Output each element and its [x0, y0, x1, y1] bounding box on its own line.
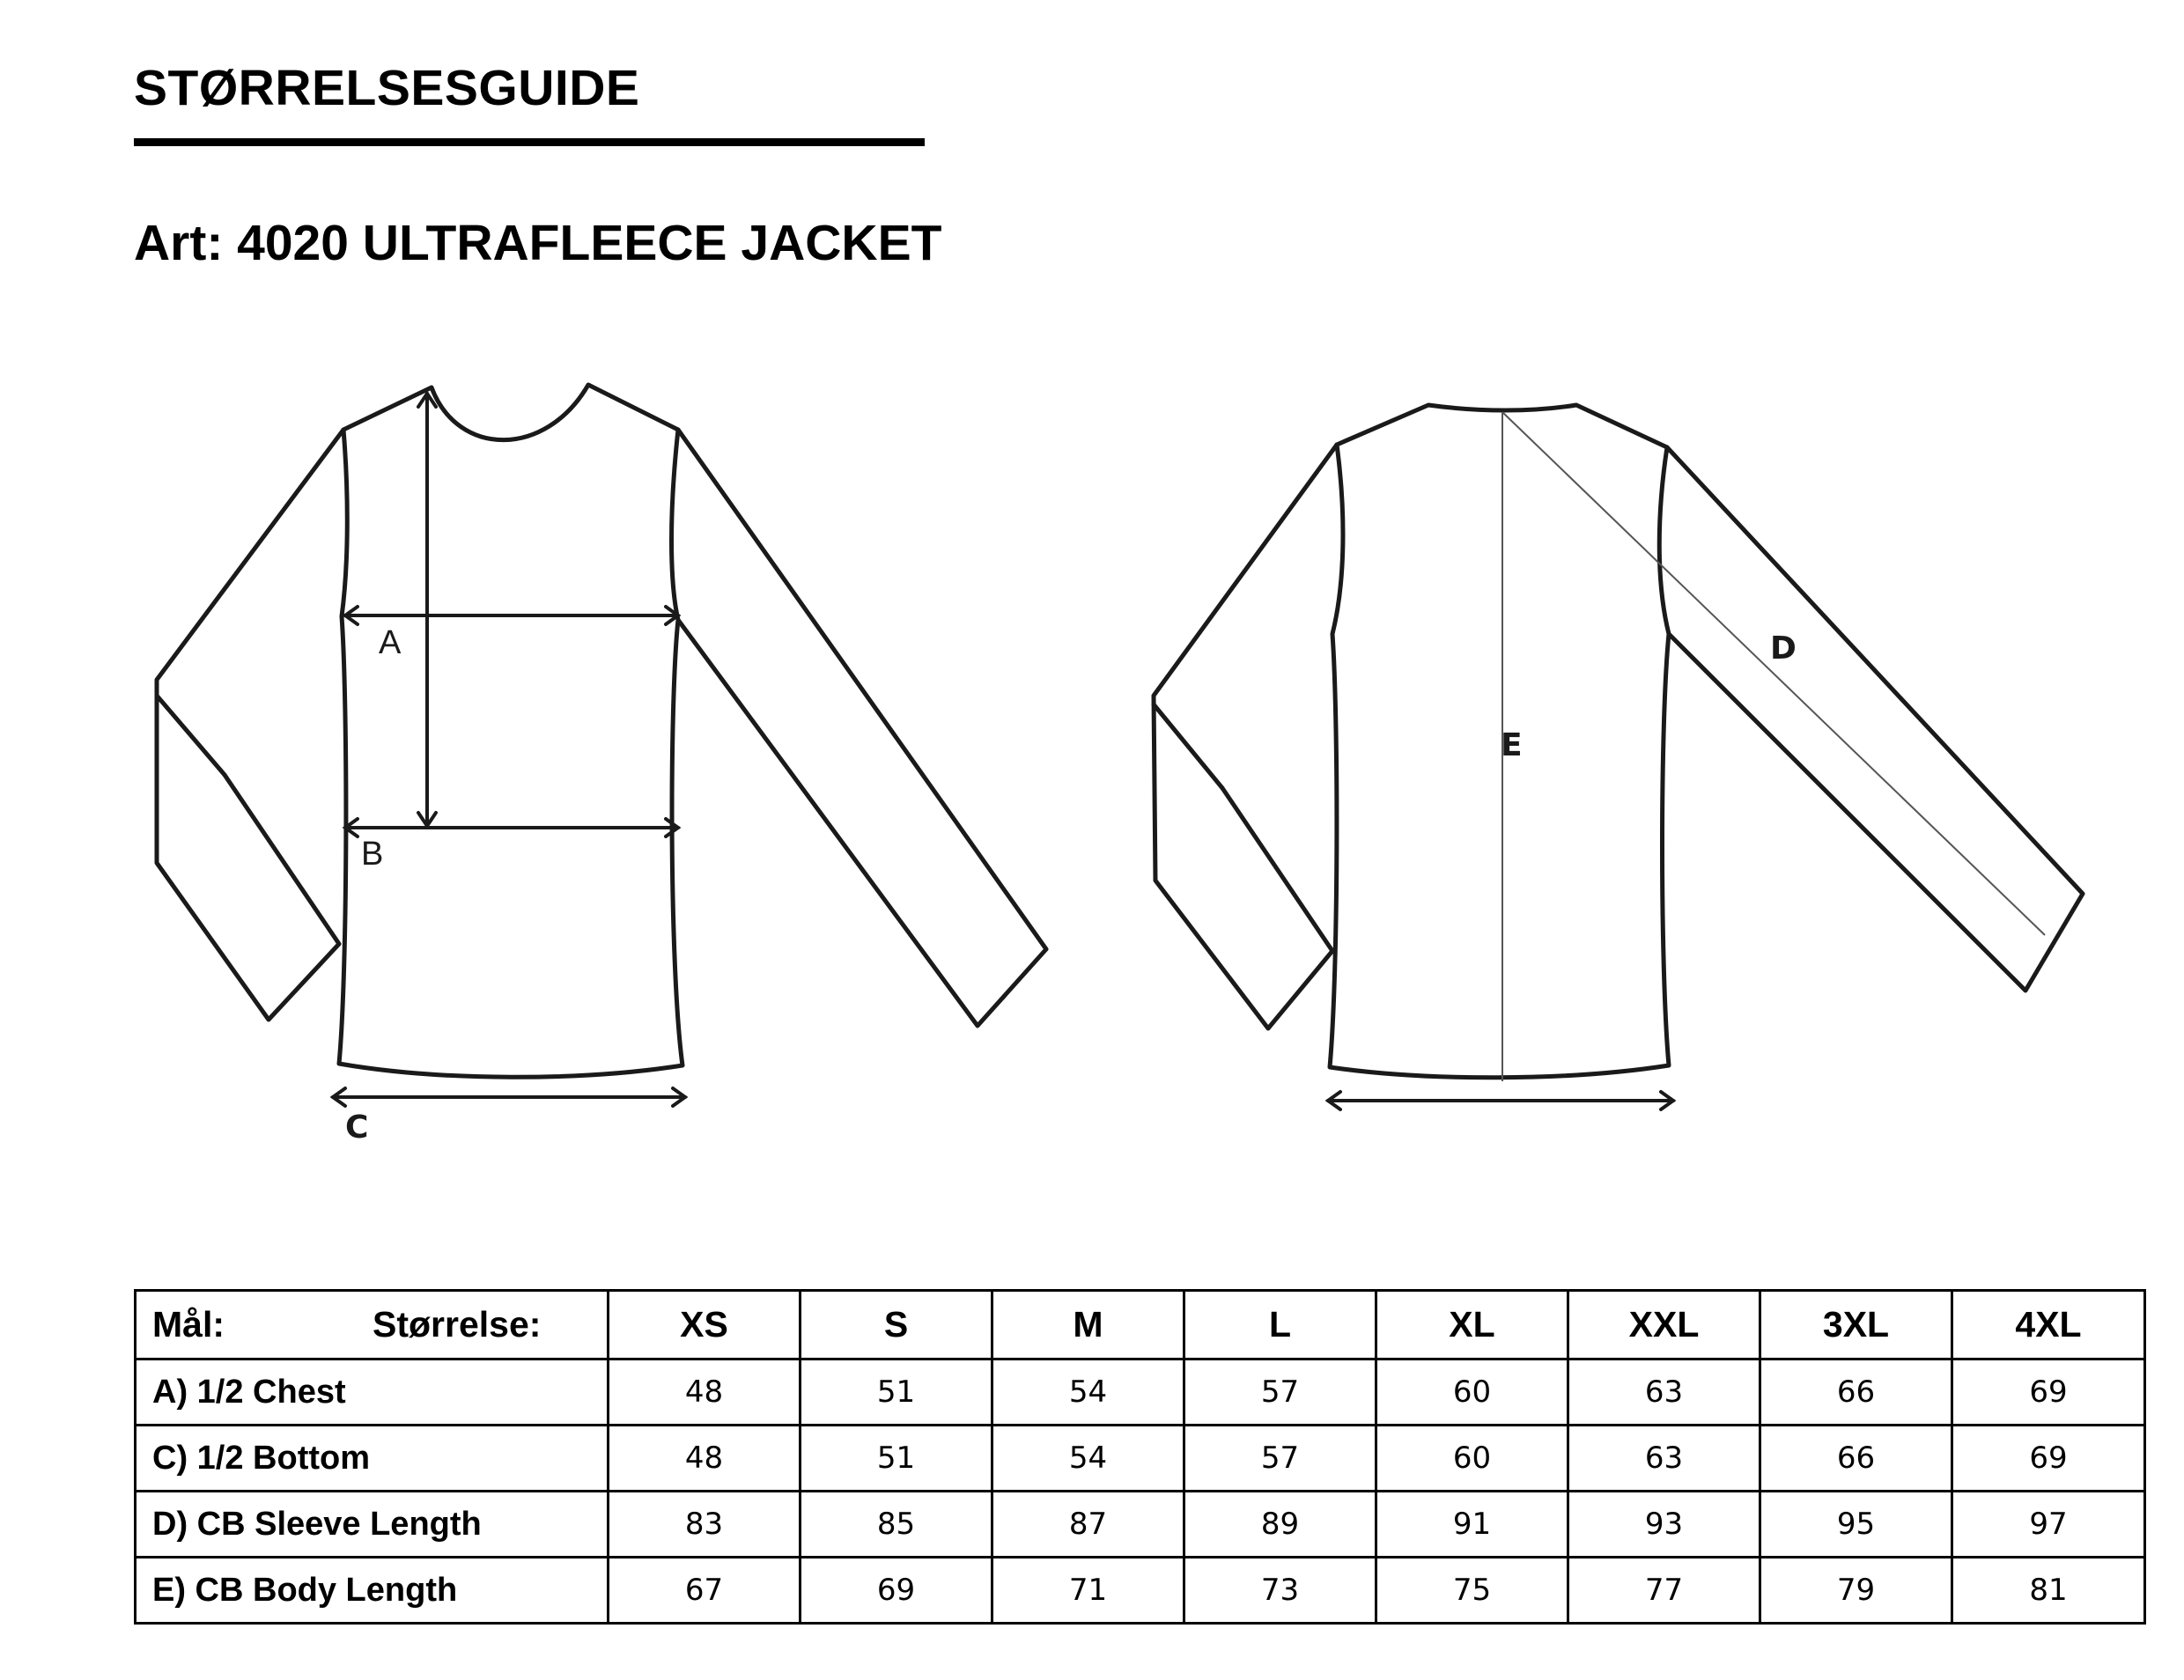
- table-cell: 66: [1760, 1426, 1952, 1492]
- table-row: [136, 1558, 2145, 1624]
- table-cell: 69: [1952, 1359, 2145, 1426]
- table-cell: 79: [1760, 1558, 1952, 1624]
- table-cell: 89: [1184, 1492, 1376, 1558]
- table-cell: 75: [1376, 1558, 1568, 1624]
- table-cell: 87: [992, 1492, 1184, 1558]
- table-cell: 66: [1760, 1359, 1952, 1426]
- front-left-sleeve-cuff: [157, 696, 225, 775]
- table-cell: 69: [801, 1558, 992, 1624]
- table-row: [136, 1492, 2145, 1558]
- back-view: [1154, 405, 2083, 1109]
- size-column-header: S: [801, 1291, 992, 1359]
- table-cell: 54: [992, 1426, 1184, 1492]
- label-d: D: [1770, 630, 1797, 667]
- table-cell: 54: [992, 1359, 1184, 1426]
- size-column-header: XL: [1376, 1291, 1568, 1359]
- table-cell: 71: [992, 1558, 1184, 1624]
- table-cell: 57: [1184, 1359, 1376, 1426]
- row-label: C) 1/2 Bottom: [136, 1426, 609, 1492]
- back-body-outline: [1330, 405, 1669, 1078]
- table-cell: 63: [1568, 1359, 1760, 1426]
- row-label: A) 1/2 Chest: [136, 1359, 609, 1426]
- table-row: [136, 1426, 2145, 1492]
- article-title: Art: 4020 ULTRAFLEECE JACKET: [134, 215, 942, 271]
- size-column-header: L: [1184, 1291, 1376, 1359]
- table-cell: 97: [1952, 1492, 2145, 1558]
- front-view: [157, 385, 1046, 1146]
- size-table: [134, 1289, 2146, 1625]
- table-cell: 67: [609, 1558, 801, 1624]
- table-cell: 73: [1184, 1558, 1376, 1624]
- size-column-header: XXL: [1568, 1291, 1760, 1359]
- size-column-header: 4XL: [1952, 1291, 2145, 1359]
- label-b: B: [361, 836, 384, 873]
- front-body-outline: [339, 385, 682, 1077]
- table-row: [136, 1359, 2145, 1426]
- table-cell: 95: [1760, 1492, 1952, 1558]
- table-cell: 57: [1184, 1426, 1376, 1492]
- table-cell: 48: [609, 1426, 801, 1492]
- table-cell: 60: [1376, 1359, 1568, 1426]
- measure-header: Mål:: [152, 1304, 225, 1345]
- table-cell: 83: [609, 1492, 801, 1558]
- back-left-sleeve-cuff: [1154, 704, 1222, 788]
- label-c: C: [345, 1109, 369, 1146]
- front-left-sleeve: [157, 430, 343, 1020]
- back-measure-d-line: [1502, 412, 2045, 935]
- label-a: A: [379, 624, 402, 661]
- front-right-sleeve: [678, 430, 1046, 1026]
- table-cell: 48: [609, 1359, 801, 1426]
- garment-measurement-diagram: [0, 352, 2184, 1197]
- table-cell: 51: [801, 1359, 992, 1426]
- size-column-header: 3XL: [1760, 1291, 1952, 1359]
- back-right-sleeve: [1667, 447, 2083, 991]
- table-cell: 63: [1568, 1426, 1760, 1492]
- table-cell: 93: [1568, 1492, 1760, 1558]
- size-column-header: XS: [609, 1291, 801, 1359]
- table-cell: 77: [1568, 1558, 1760, 1624]
- document-title: STØRRELSESGUIDE: [134, 60, 640, 116]
- table-cell: 60: [1376, 1426, 1568, 1492]
- size-column-header: M: [992, 1291, 1184, 1359]
- size-header: Størrelse:: [373, 1304, 542, 1345]
- row-label: E) CB Body Length: [136, 1558, 609, 1624]
- table-cell: 81: [1952, 1558, 2145, 1624]
- title-underline: [134, 138, 925, 146]
- table-cell: 91: [1376, 1492, 1568, 1558]
- table-cell: 85: [801, 1492, 992, 1558]
- label-e: E: [1501, 727, 1523, 763]
- table-corner-header: [136, 1291, 609, 1359]
- table-cell: 69: [1952, 1426, 2145, 1492]
- row-label: D) CB Sleeve Length: [136, 1492, 609, 1558]
- table-cell: 51: [801, 1426, 992, 1492]
- table-header-row: [136, 1291, 2145, 1359]
